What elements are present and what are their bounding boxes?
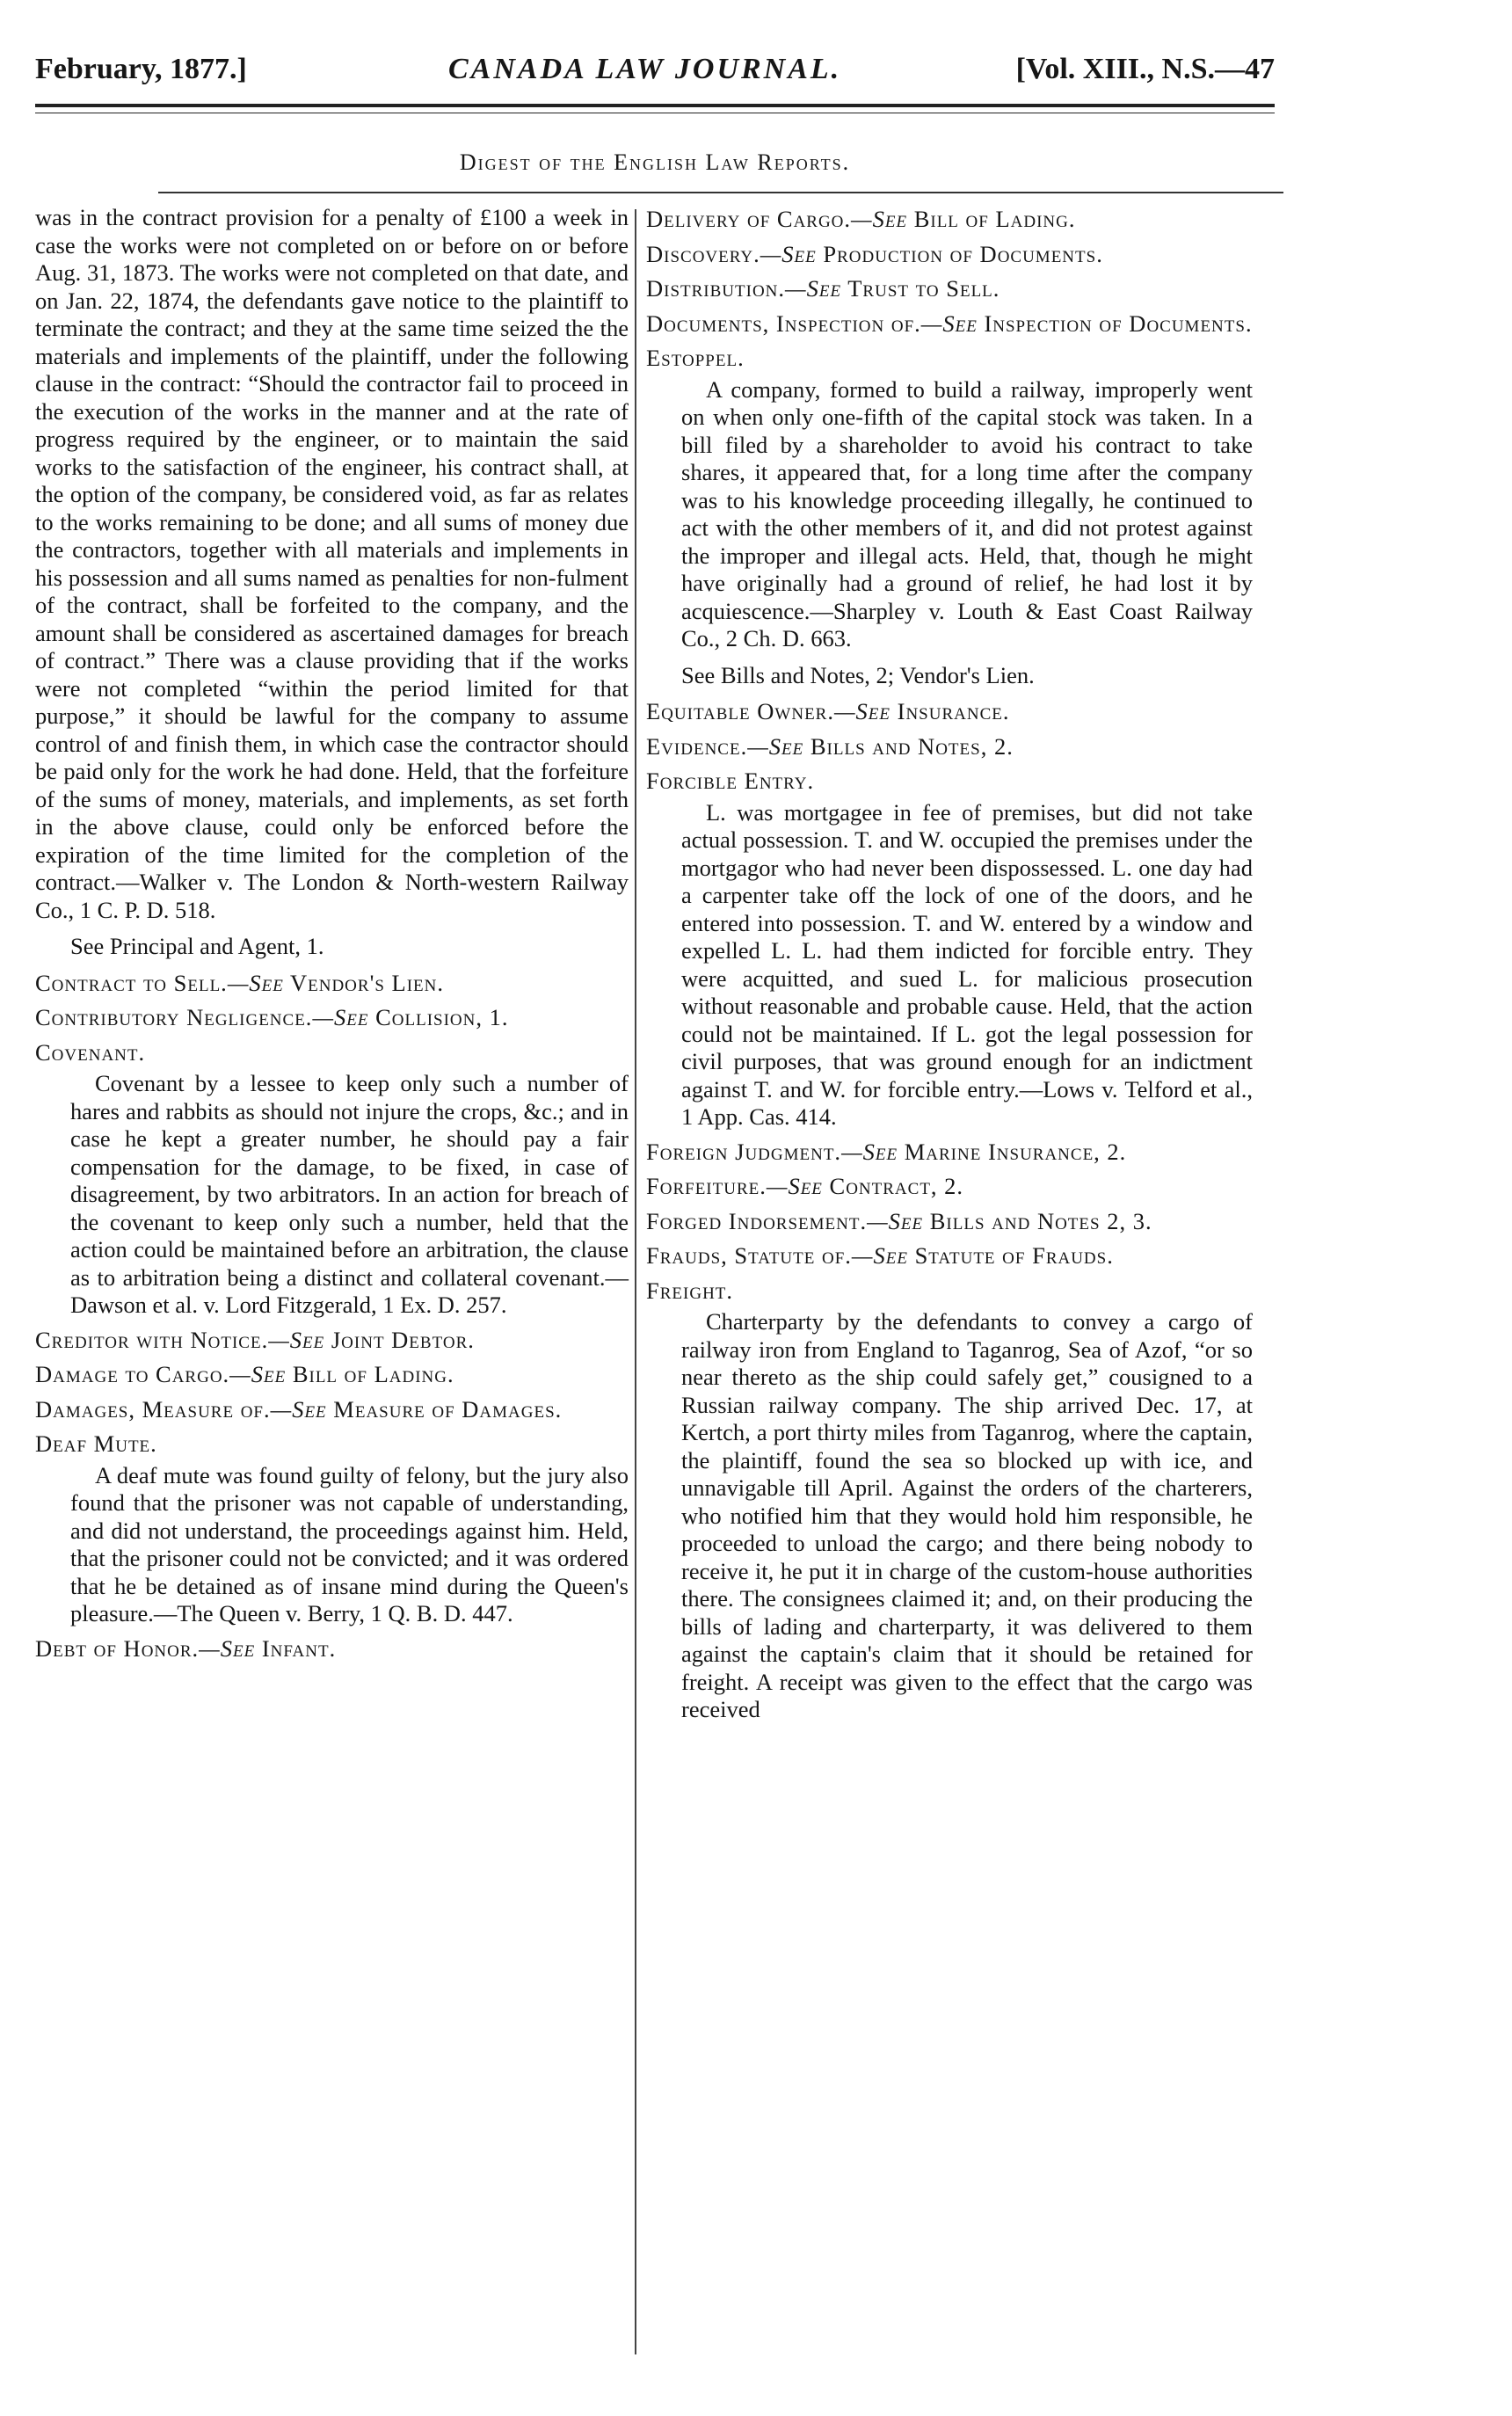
entry-heading: Covenant. bbox=[35, 1038, 146, 1066]
digest-entry bbox=[646, 1242, 1253, 1270]
digest-entry bbox=[646, 1173, 1253, 1201]
digest-entry bbox=[646, 206, 1253, 234]
see-also-line: See Principal and Agent, 1. bbox=[70, 933, 324, 959]
digest-entry bbox=[35, 1327, 629, 1355]
digest-entry bbox=[35, 1396, 629, 1424]
digest-entry bbox=[646, 241, 1253, 269]
entry-heading: Damages, Measure of.—See Measure of Damages. bbox=[35, 1395, 563, 1423]
entry-heading: Deaf Mute. bbox=[35, 1430, 157, 1457]
entry-heading: Documents, Inspection of.—See Inspection of Documents. bbox=[646, 309, 1253, 337]
entry-heading: Distribution.—See Trust to Sell. bbox=[646, 275, 1000, 302]
digest-entry bbox=[646, 1139, 1253, 1167]
issue-date: February, 1877.] bbox=[35, 53, 247, 85]
entry-heading: Estoppel. bbox=[646, 345, 745, 371]
entry-heading: Discovery.—See Production of Documents. bbox=[646, 240, 1103, 267]
right-column bbox=[646, 200, 1253, 1731]
journal-title: CANADA LAW JOURNAL. bbox=[448, 53, 842, 85]
digest-entry bbox=[646, 733, 1253, 761]
entry-heading: Forcible Entry. bbox=[646, 768, 815, 794]
entry-heading: Delivery of Cargo.—See Bill of Lading. bbox=[646, 206, 1076, 232]
entry-heading: Forged Indorsement.—See Bills and Notes 2, 3. bbox=[646, 1207, 1152, 1234]
entry-text: A company, formed to build a railway, improperly went on when only one-fifth of the capital stock was taken. In a bill filed by a shareholder to avoid his contract to take shares, it appeared that, for a long time after the company was to his knowledge proceeding illegally, he continued to act with the other members of it, and did not protest against the improper and illegal acts. Held, that, though he might have originally had a ground of relief, he had lost it by acquiescence.—Sharpley v. Louth & East Coast Railway Co., 2 Ch. D. 663. bbox=[681, 375, 1253, 651]
digest-entry bbox=[646, 275, 1253, 303]
entry-heading: Foreign Judgment.—See Marine Insurance, 2. bbox=[646, 1138, 1127, 1165]
digest-entry bbox=[646, 310, 1253, 338]
digest-entry bbox=[35, 1004, 629, 1032]
header-rule bbox=[35, 104, 1275, 107]
entry-text: Charterparty by the defendants to convey a cargo of railway iron from England to Taganrog, Sea of Azof, “or so near thereto as the ship could safely get,” cousigned to a Russian railway company. The ship arrived Dec. 17, at Kertch, a port thirty miles from Taganrog, where the captain, the plaintiff, found the sea so blocked up with ice, and unnavigable till April. Against the orders of the charterers, who notified him that they would hold him responsible, he proceeded to unload the cargo; and there being nobody to receive it, he put it in charge of the custom-house authorities there. The consignees claimed it; and, on their producing the bills of lading and charterparty, it was delivered to them against the captain's claim that it should be retained for freight. A receipt was given to the effect that the cargo was received bbox=[681, 1308, 1253, 1722]
digest-entry bbox=[646, 768, 1253, 1132]
entry-text: A deaf mute was found guilty of felony, but the jury also found that the prisoner was not capable of understanding, and did not understand, the proceedings against him. Held, that the prisoner could not be convicted; and it was ordered that he be detained as of insane mind during the Queen's pleasure.—The Queen v. Berry, 1 Q. B. D. 447. bbox=[70, 1461, 629, 1626]
entry-heading: Contract to Sell.—See Vendor's Lien. bbox=[35, 969, 445, 996]
entry-heading: Freight. bbox=[646, 1277, 734, 1304]
volume-page-number: [Vol. XIII., N.S.—47 bbox=[1015, 53, 1275, 85]
digest-entry bbox=[646, 698, 1253, 726]
entry-heading: Evidence.—See Bills and Notes, 2. bbox=[646, 732, 1014, 760]
entry-heading: Debt of Honor.—See Infant. bbox=[35, 1634, 337, 1662]
entry-heading: Contributory Negligence.—See Collision, 1. bbox=[35, 1004, 509, 1030]
left-column bbox=[35, 200, 629, 1670]
digest-entry bbox=[35, 1635, 629, 1663]
digest-entry bbox=[646, 1277, 1253, 1724]
entry-heading: Creditor with Notice.—See Joint Debtor. bbox=[35, 1326, 475, 1353]
running-head bbox=[35, 35, 1275, 106]
continued-entry-text: was in the contract provision for a penalty of £100 a week in case the works were not completed on or before on or before Aug. 31, 1873. The works were not completed on that date, and on Jan. 22, 1874, the defendants gave notice to the plaintiff to terminate the contract; and they at the same time seized the the materials and implements of the plaintiff, under the following clause in the contract: “Should the contractor fail to proceed in the execution of the works in the manner and at the rate of progress required by the engineer, or to maintain the said works to the satisfaction of the engineer, his contract shall, at the option of the company, be considered void, as far as relates to the works remaining to be done; and all sums of money due the contractors, together with all materials and implements in his possession and all sums named as penalties for non-fulment of the contract, shall be forfeited to the company, and the amount shall be considered as ascertained damages for breach of contract.” There was a clause providing that if the works were not completed “within the period limited for that purpose,” it should be lawful for the company to assume control of and finish them, in which case the contractor should be paid only for the work he had done. Held, that the forfeiture of the sums of money, materials, and implements, as set forth in the above clause, could only be enforced before the expiration of the time limited for the completion of the contract.—Walker v. The London & North-western Railway Co., 1 C. P. D. 518. bbox=[35, 204, 629, 923]
digest-entry bbox=[35, 1430, 629, 1628]
digest-entry bbox=[35, 970, 629, 998]
digest-entry bbox=[646, 345, 1253, 689]
digest-entry bbox=[35, 1039, 629, 1320]
entry-text: L. was mortgagee in fee of premises, but did not take actual possession. T. and W. occupied the premises under the mortgagor who had never been dispossessed. L. one day had a carpenter take off the lock of one of the doors, and he entered into possession. T. and W. entered by a window and expelled L. L. had them indicted for forcible entry. They were acquitted, and sued L. for malicious prosecution without reasonable and probable cause. Held, that the action could not be maintained. If L. got the legal possession for civil purposes, that was ground enough for an indictment against T. and W. for forcible entry.—Lows v. Telford et al., 1 App. Cas. 414. bbox=[681, 798, 1253, 1130]
section-rule bbox=[158, 192, 1283, 193]
entry-text: Covenant by a lessee to keep only such a number of hares and rabbits as should not injure the crops, &c.; and in case he kept a greater number, he should pay a fair compensation for the damage, to be fixed, in case of disagreement, by two arbitrators. In an action for breach of the covenant to keep only such a number, held that the action could be maintained before an arbitration, the clause as to arbitration being a distinct and collateral covenant.—Dawson et al. v. Lord Fitzgerald, 1 Ex. D. 257. bbox=[70, 1070, 629, 1318]
entry-heading: Equitable Owner.—See Insurance. bbox=[646, 698, 1010, 724]
column-divider bbox=[635, 209, 636, 2354]
entry-heading: Forfeiture.—See Contract, 2. bbox=[646, 1173, 964, 1199]
entry-heading: Frauds, Statute of.—See Statute of Frauds. bbox=[646, 1242, 1114, 1269]
section-heading: Digest of the English Law Reports. bbox=[459, 149, 851, 175]
entry-heading: Damage to Cargo.—See Bill of Lading. bbox=[35, 1361, 454, 1387]
digest-entry bbox=[646, 1208, 1253, 1236]
see-also-line: See Bills and Notes, 2; Vendor's Lien. bbox=[681, 661, 1035, 688]
digest-entry bbox=[35, 1361, 629, 1389]
